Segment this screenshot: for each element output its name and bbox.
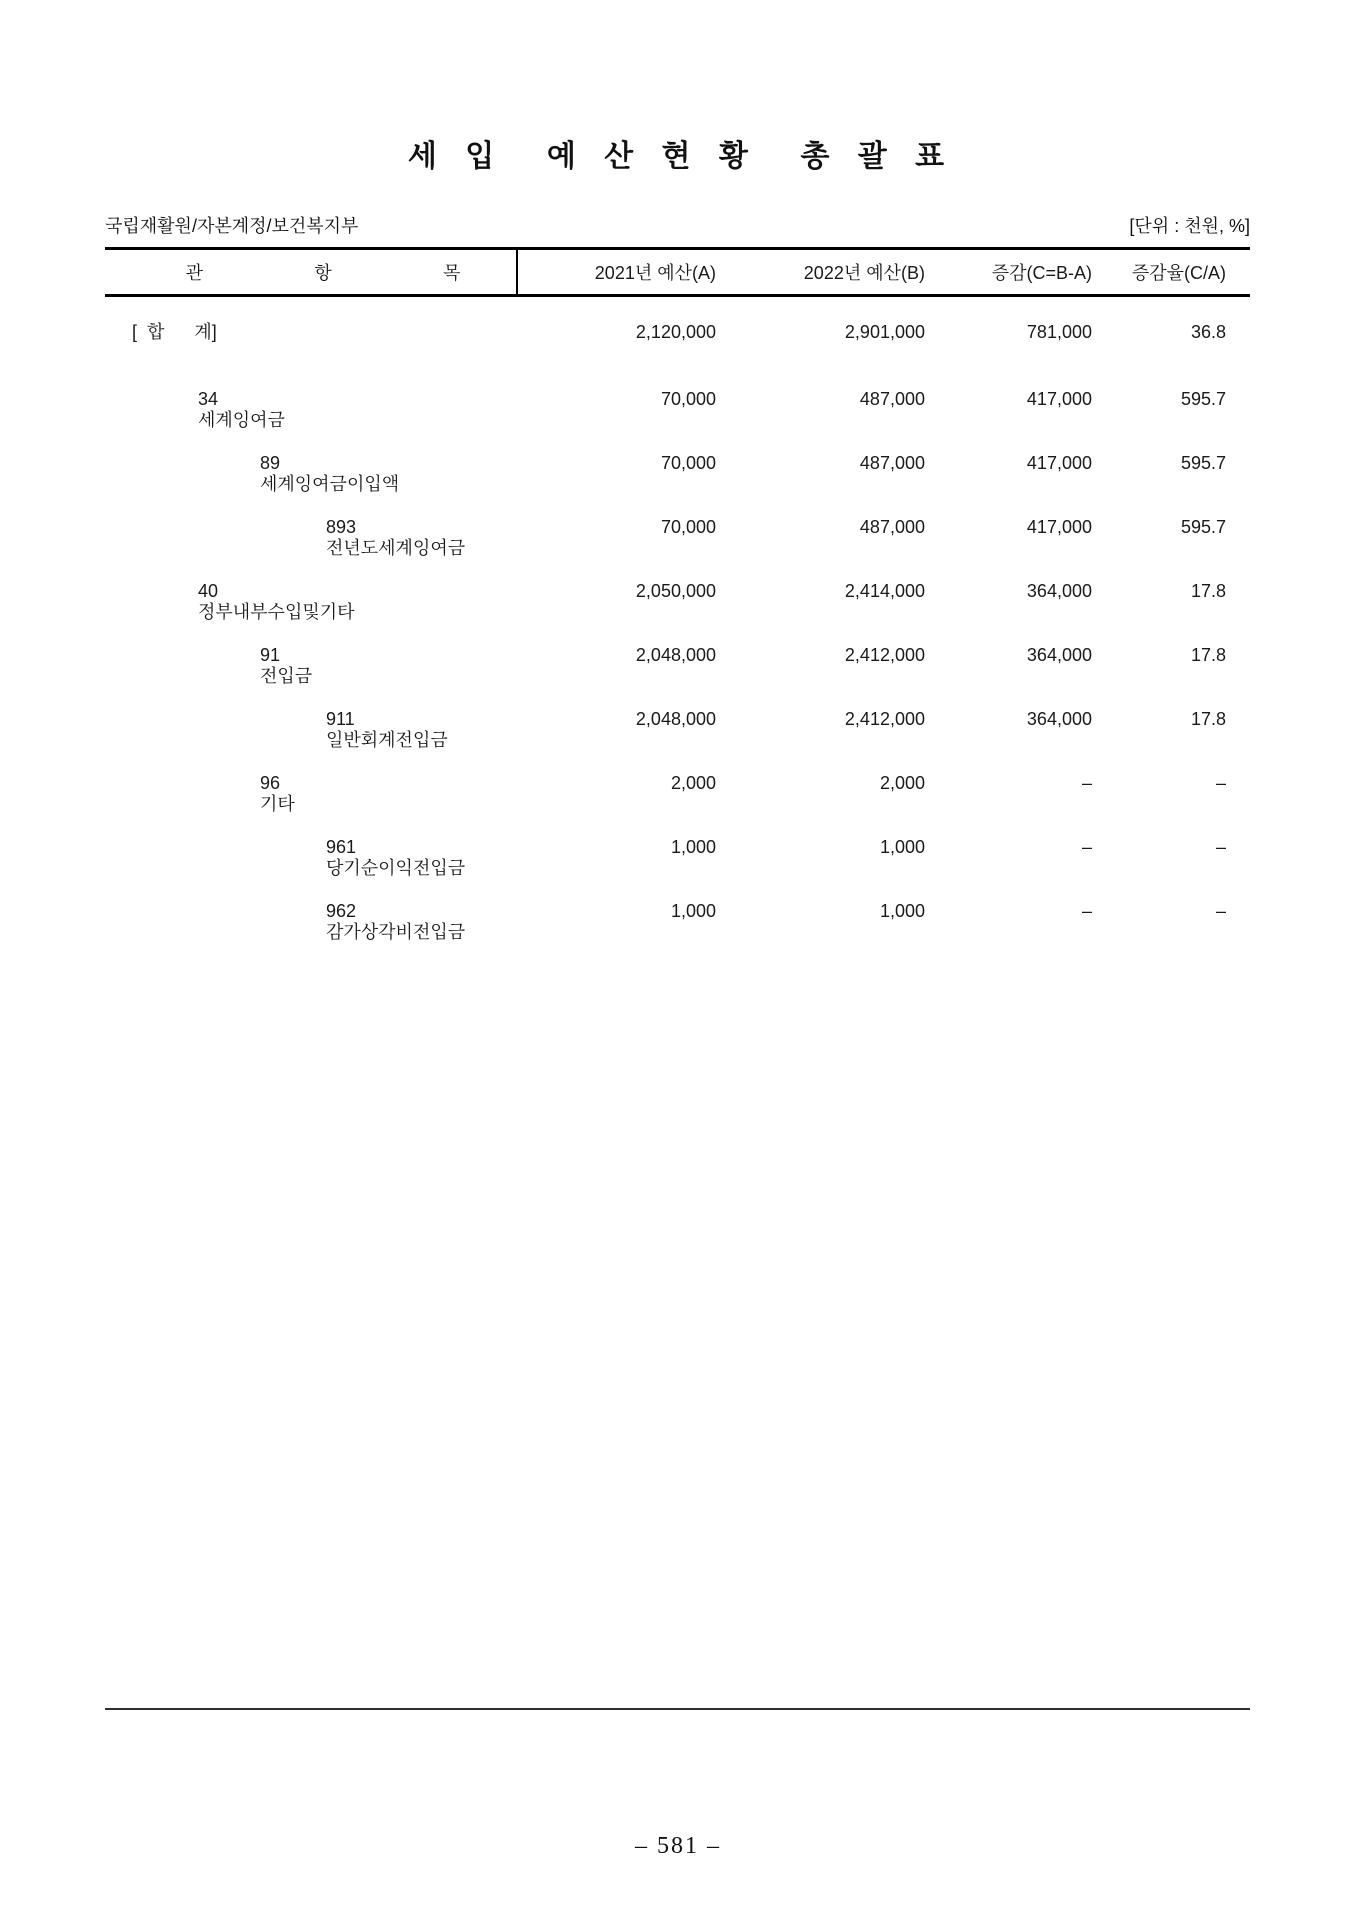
cell-budget-2022: 2,000	[879, 773, 925, 793]
cell-budget-2022: 2,412,000	[844, 709, 925, 729]
cell-change: 417,000	[1026, 389, 1092, 409]
cell-budget-2022: 1,000	[879, 837, 925, 857]
cell-change-rate: 595.7	[1180, 453, 1226, 473]
table-row	[105, 517, 1250, 559]
table-row	[105, 389, 1250, 431]
table-row	[105, 709, 1250, 751]
cell-budget-2022: 2,414,000	[844, 581, 925, 601]
cell-change: 417,000	[1026, 517, 1092, 537]
item-code: 91	[260, 645, 281, 665]
header-section-categories	[105, 250, 518, 294]
cell-change: 781,000	[1026, 322, 1092, 342]
item-code: 40	[198, 581, 219, 601]
budget-table	[105, 247, 1250, 1710]
row-item	[105, 901, 518, 943]
cell-budget-2021: 70,000	[660, 517, 716, 537]
item-code: 911	[326, 709, 355, 729]
cell-budget-2021: 2,120,000	[635, 322, 716, 342]
cell-change: 417,000	[1026, 453, 1092, 473]
unit-label: [단위 : 천원, %]	[1129, 216, 1250, 236]
cell-budget-2022: 1,000	[879, 901, 925, 921]
table-row	[105, 773, 1250, 815]
cell-change: 364,000	[1026, 581, 1092, 601]
total-label: [ 합 계]	[132, 322, 217, 342]
cell-change-rate: 36.8	[1190, 322, 1226, 342]
table-row	[105, 453, 1250, 495]
table-row	[105, 645, 1250, 687]
row-item	[105, 581, 518, 623]
cell-budget-2021: 2,000	[670, 773, 716, 793]
cell-budget-2021: 2,050,000	[635, 581, 716, 601]
row-item	[105, 517, 518, 559]
row-item	[105, 389, 518, 431]
table-header	[105, 247, 1250, 297]
cell-budget-2021: 70,000	[660, 389, 716, 409]
page-number: – 581 –	[635, 1833, 721, 1859]
document-title: 세 입 예 산 현 황 총 괄 표	[407, 140, 949, 173]
cell-change-rate: –	[1215, 773, 1226, 793]
total-row	[105, 322, 1250, 343]
cell-budget-2021: 1,000	[670, 837, 716, 857]
item-name: 정부내부수입및기타	[198, 602, 355, 622]
cell-change: 364,000	[1026, 709, 1092, 729]
cell-budget-2022: 487,000	[859, 389, 925, 409]
cell-budget-2021: 70,000	[660, 453, 716, 473]
cell-change-rate: 595.7	[1180, 389, 1226, 409]
item-code: 89	[260, 453, 281, 473]
item-name: 전입금	[260, 666, 313, 686]
meta-row	[105, 212, 1250, 238]
table-row	[105, 901, 1250, 943]
item-name: 세계잉여금이입액	[260, 474, 400, 494]
row-item	[105, 453, 518, 495]
cell-change: 364,000	[1026, 645, 1092, 665]
item-name: 감가상각비전입금	[326, 922, 466, 942]
cell-budget-2021: 1,000	[670, 901, 716, 921]
item-code: 96	[260, 773, 281, 793]
department-path: 국립재활원/자본계정/보건복지부	[105, 216, 359, 236]
item-code: 34	[198, 389, 219, 409]
row-item	[105, 837, 518, 879]
cell-change: –	[1081, 837, 1092, 857]
cell-budget-2022: 2,901,000	[844, 322, 925, 342]
column-header-change: 증감(C=B-A)	[991, 263, 1092, 283]
row-item	[105, 773, 518, 815]
cell-budget-2021: 2,048,000	[635, 645, 716, 665]
item-name: 기타	[260, 794, 295, 814]
item-code: 962	[326, 901, 357, 921]
cell-change: –	[1081, 901, 1092, 921]
cell-change-rate: 17.8	[1190, 581, 1226, 601]
row-item	[105, 709, 518, 751]
cell-budget-2022: 2,412,000	[844, 645, 925, 665]
item-name: 전년도세계잉여금	[326, 538, 466, 558]
table-body	[105, 297, 1250, 1710]
column-header-change-rate: 증감율(C/A)	[1131, 263, 1226, 283]
cell-change-rate: –	[1215, 901, 1226, 921]
column-header-mok: 목	[442, 263, 461, 283]
table-row	[105, 581, 1250, 623]
cell-budget-2022: 487,000	[859, 453, 925, 473]
item-name: 세계잉여금	[198, 410, 285, 430]
cell-change-rate: 17.8	[1190, 709, 1226, 729]
cell-budget-2022: 487,000	[859, 517, 925, 537]
column-header-budget-2021: 2021년 예산(A)	[594, 263, 716, 283]
column-header-budget-2022: 2022년 예산(B)	[803, 263, 925, 283]
row-item	[105, 645, 518, 687]
item-name: 일반회계전입금	[326, 730, 448, 750]
cell-change: –	[1081, 773, 1092, 793]
cell-change-rate: 17.8	[1190, 645, 1226, 665]
item-code: 961	[326, 837, 357, 857]
cell-change-rate: 595.7	[1180, 517, 1226, 537]
cell-change-rate: –	[1215, 837, 1226, 857]
column-header-gwan: 관	[185, 263, 204, 283]
item-name: 당기순이익전입금	[326, 858, 466, 878]
table-row	[105, 837, 1250, 879]
column-header-hang: 항	[314, 263, 332, 283]
item-code: 893	[326, 517, 357, 537]
cell-budget-2021: 2,048,000	[635, 709, 716, 729]
